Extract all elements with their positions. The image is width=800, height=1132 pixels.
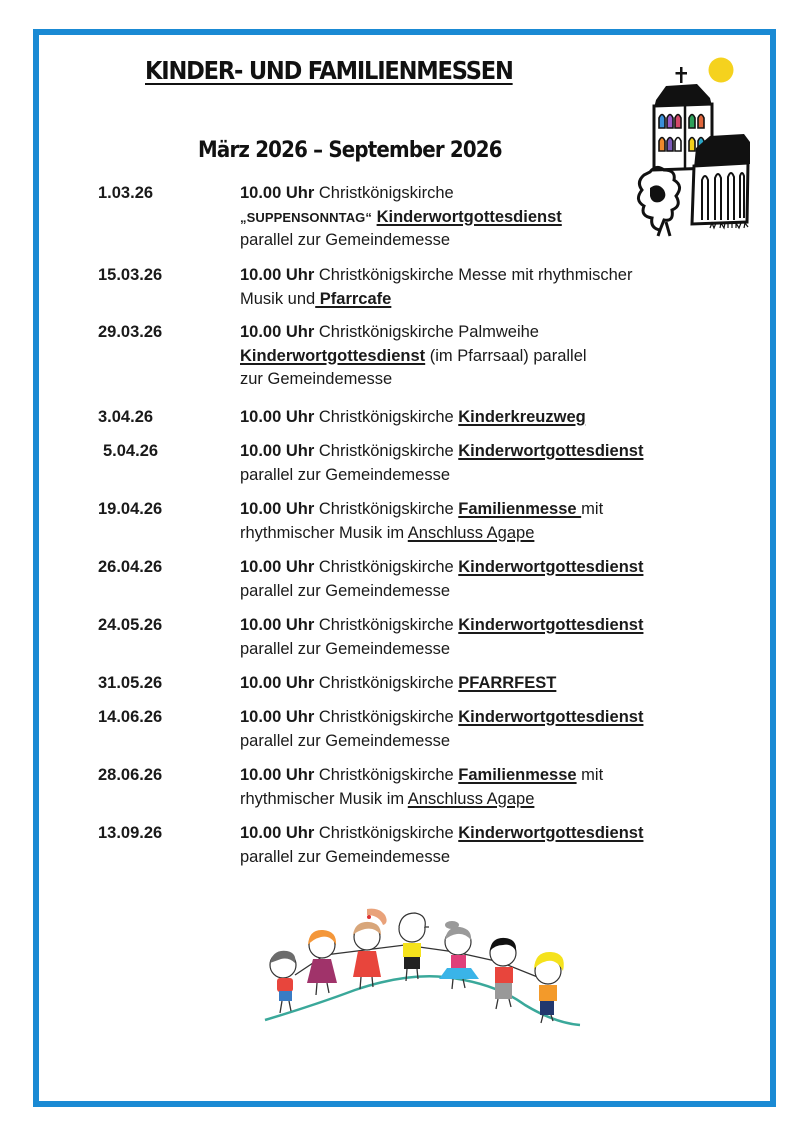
highlighted-event-type: Kinderwortgottesdienst [458,708,644,726]
event-time: 10.00 Uhr [240,824,315,842]
highlighted-event-type: Kinderkreuzweg [458,408,586,426]
event-description-line [240,846,710,870]
event-time: 10.00 Uhr [240,674,315,692]
event-date: 5.04.26 [103,442,159,460]
event-description-line [240,788,710,812]
event-description-line [240,706,710,730]
event-description-line [240,580,710,604]
page-title: KINDER- UND FAMILIENMESSEN [145,56,513,85]
event-time: 10.00 Uhr [240,500,315,518]
event-description-line [240,556,710,580]
event-text: Christkönigskirche Messe mit rhythmischer [314,266,633,284]
event-description [240,614,710,661]
event-description [240,182,710,253]
event-date: 28.06.26 [98,766,163,784]
event-description-line [240,464,710,488]
event-description [240,498,710,545]
event-description [240,556,710,603]
highlighted-event-type: PFARRFEST [458,674,557,692]
event-time: 10.00 Uhr [240,708,315,726]
event-description-line [240,321,710,345]
event-text: „SUPPENSONNTAG“ [240,209,372,225]
event-date: 26.04.26 [98,558,163,576]
event-date: 19.04.26 [98,500,163,518]
event-description-line [240,368,710,392]
event-text: Musik und [240,289,316,308]
event-description [240,764,710,811]
event-date: 24.05.26 [98,616,163,634]
highlighted-event-type: Kinderwortgottesdienst [458,616,644,634]
event-text: Christkönigskirche [314,184,454,202]
event-description-line [240,614,710,638]
event-description-line [240,764,710,788]
highlighted-event-type: Kinderwortgottesdienst [458,442,644,460]
event-description [240,822,710,869]
event-description [240,406,710,430]
highlighted-event-type: Familienmesse [458,500,582,518]
highlighted-event-type: Familienmesse [458,766,577,784]
event-time: 10.00 Uhr [240,408,315,426]
event-text: Christkönigskirche [314,824,459,842]
event-time: 10.00 Uhr [240,616,315,634]
event-text: Christkönigskirche [314,408,459,426]
event-description-line [240,264,710,288]
event-text: (im Pfarrsaal) parallel [425,346,587,365]
event-date: 14.06.26 [98,708,163,726]
event-date: 1.03.26 [98,184,154,202]
event-text: mit [581,500,604,518]
event-text: parallel zur Gemeindemesse [240,465,451,484]
event-description-line [240,206,710,230]
event-description-line [240,822,710,846]
event-text: Christkönigskirche [314,766,459,784]
event-text: Christkönigskirche [314,500,459,518]
highlighted-event-type: Kinderwortgottesdienst [376,207,562,226]
event-text: Christkönigskirche Palmweihe [314,323,539,341]
event-description-line [240,182,710,206]
event-description-line [240,522,710,546]
event-time: 10.00 Uhr [240,766,315,784]
event-description-line [240,406,710,430]
highlighted-event-type: Anschluss Agape [407,523,535,542]
event-description [240,672,710,696]
event-text: parallel zur Gemeindemesse [240,847,451,866]
date-range-subtitle: März 2026 – September 2026 [198,138,502,163]
event-text: parallel zur Gemeindemesse [240,639,451,658]
event-date: 13.09.26 [98,824,163,842]
event-description-line [240,498,710,522]
event-description [240,706,710,753]
event-text: rhythmischer Musik im [240,523,408,542]
event-time: 10.00 Uhr [240,442,315,460]
event-description-line [240,345,710,369]
event-date: 15.03.26 [98,266,163,284]
event-description-line [240,672,710,696]
event-date: 29.03.26 [98,323,163,341]
event-text: mit [576,766,604,784]
event-description [240,440,710,487]
event-time: 10.00 Uhr [240,184,315,202]
event-time: 10.00 Uhr [240,266,315,284]
event-description-line [240,638,710,662]
event-time: 10.00 Uhr [240,323,315,341]
highlighted-event-type: Kinderwortgottesdienst [240,346,426,365]
event-text: Christkönigskirche [314,708,459,726]
event-time: 10.00 Uhr [240,558,315,576]
children-holding-hands-icon [255,905,585,1030]
event-text: zur Gemeindemesse [240,370,393,388]
event-text: parallel zur Gemeindemesse [240,231,451,249]
event-description-line [240,730,710,754]
highlighted-event-type: Kinderwortgottesdienst [458,824,644,842]
highlighted-event-type: Anschluss Agape [407,789,535,808]
event-text: Christkönigskirche [314,442,459,460]
event-text: Christkönigskirche [314,674,459,692]
event-description [240,321,710,392]
event-description [240,264,710,311]
event-description-line [240,440,710,464]
event-text: Christkönigskirche [314,558,459,576]
event-text: rhythmischer Musik im [240,789,408,808]
event-text: Christkönigskirche [314,616,459,634]
event-text: parallel zur Gemeindemesse [240,581,451,600]
event-description-line [240,229,710,253]
event-date: 31.05.26 [98,674,163,692]
event-description-line [240,288,710,312]
event-text: parallel zur Gemeindemesse [240,731,451,750]
highlighted-event-type: Kinderwortgottesdienst [458,558,644,576]
highlighted-event-type: Pfarrcafe [315,289,392,308]
event-date: 3.04.26 [98,408,154,426]
